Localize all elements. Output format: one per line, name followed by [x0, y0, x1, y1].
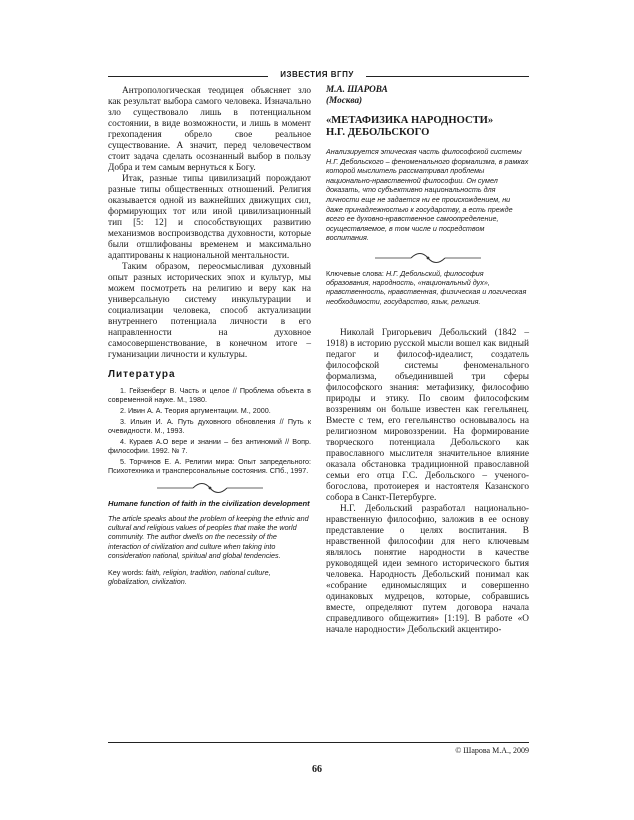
reference-item: 5. Торчинов Е. А. Религии мира: Опыт запредельного: Психотехника и трансперсональные состояния. СПб., 1997. [108, 457, 311, 475]
references-heading: Литература [108, 369, 176, 380]
english-article-title: Humane function of faith in the civilization development [108, 499, 310, 508]
footer-rule [108, 742, 529, 743]
header-rule-left [108, 76, 268, 77]
keywords-label: Ключевые слова: [326, 268, 384, 278]
reference-item: 1. Гейзенберг В. Часть и целое // Проблема объекта в современной науке. М., 1980. [108, 386, 311, 404]
page-number: 66 [312, 764, 322, 775]
copyright-notice: © Шарова М.А., 2009 [455, 746, 529, 755]
body-paragraph: Итак, разные типы цивилизаций порождают разные типы общественных отношений. Религия оказывается одной из важнейших движущих сил, формирующих тот или иной цивилизационный тип [5: 12] и способствующих развитию механизмов воспроизводства духовности, которые были отшлифованы временем и максимально адаптированы к национальной ментальности. [108, 174, 311, 261]
body-paragraph: Н.Г. Дебольский разработал национально-нравственную философию, заложив в ее основу представление о целях воспитания. В нравственной философии для него ключевым являлось понятие народности в качестве руководящей идеи земного исторического бытия человека. Народность Дебольский понимал как «собрание единомыслящих и совершенно одинаковых мудрецов, которые, собравшись вместе, определяют путем договора начала справедливого общежития» [1:19]. В работе «О начале народности» Дебольский акцентиро- [326, 503, 529, 635]
keywords-text: faith, religion, tradition, national culture, globalization, civilization. [108, 568, 271, 587]
article-title-line: «МЕТАФИЗИКА НАРОДНОСТИ» [326, 115, 494, 126]
reference-item: 3. Ильин И. А. Путь духовного обновления // Путь к очевидности. М., 1993. [108, 417, 311, 435]
body-paragraph: Таким образом, переосмысливая духовный опыт разных исторических эпох и культур, мы можем посмотреть на религию и веру как на универсальную систему инкультурации и социализации человека, способ актуализации внутреннего потенциала личности в его направленности на духовное самосовершенствование, в конечном итоге – гуманизации личности и культуры. [108, 262, 311, 360]
journal-header: ИЗВЕСТИЯ ВГПУ [280, 70, 354, 79]
english-keywords [108, 568, 311, 586]
article-title [326, 115, 529, 139]
keywords-label: Key words: [108, 568, 144, 578]
references-list [108, 386, 311, 475]
right-column [326, 84, 529, 636]
header-rule-right [366, 76, 529, 77]
keywords-text: Н.Г. Дебольский, философия образования, народность, «национальный дух», нравственность, нравственная, физическая и логическая необходимости, государство, язык, религия. [326, 268, 527, 306]
reference-item: 2. Ивин А. А. Теория аргументации. М., 2000. [120, 406, 271, 415]
english-abstract: The article speaks about the problem of keeping the ethnic and cultural and religious values of peoples that make the world community. The author dwells on the necessity of the interaction of civilization and culture when taking into consideration national, spiritual and global tendencies. [108, 514, 309, 560]
left-column [108, 86, 311, 586]
russian-abstract: Анализируется этическая часть философской системы Н.Г. Дебольского – феноменального формализма, в рамках которой мыслитель рассматривал проблемы национально-нравственной философии. Он сумел доказать, что субъективно национальность для личности еще не задается ни ее происхождением, ни даже принадлежностью к государству, а есть прежде всего ее духовно-нравственное самоопределение, осуществляемое, в том числе и посредством воспитания. [326, 147, 529, 243]
ornament-divider-icon [326, 251, 529, 263]
ornament-divider-icon [108, 481, 311, 493]
author-name: М.А. ШАРОВА [326, 84, 388, 94]
reference-item: 4. Кураев А.О вере и знании – без антиномий // Вопр. философии. 1992. № 7. [108, 437, 311, 455]
article-title-line: Н.Г. ДЕБОЛЬСКОГО [326, 127, 430, 138]
body-paragraph: Николай Григорьевич Дебольский (1842 – 1918) в историю русской мысли вошел как видный педагог и философ-идеалист, создатель философской системы феноменального формализма, объединившей три сферы философского знания: метафизику, философию природы и этику. По своим философским воззрениям он больше известен как гегельянец. Вместе с тем, его гегельянство основывалось на религиозном мировоззрении. На формирование творческого потенциала Дебольского как православного мыслителя значительное влияние оказала обстановка традиционной православной семьи его отца Г.С. Дебольского – ученого-богослова, протоиерея и настоятеля Казанского собора в Санкт-Петербурге. [326, 327, 529, 503]
author-city: (Москва) [326, 94, 363, 105]
russian-keywords [326, 269, 529, 306]
body-paragraph: Антропологическая теодицея объясняет зло как результат выбора самого человека. Изначально зло существовало лишь в потенциальном состоянии, в виде возможности, и лишь в момент грехопадения обрело свое реальное существование. А значит, перед человечеством стоит задача сделать осознанный выбор в пользу Добра и тем самым вернуться к Богу. [108, 86, 311, 173]
